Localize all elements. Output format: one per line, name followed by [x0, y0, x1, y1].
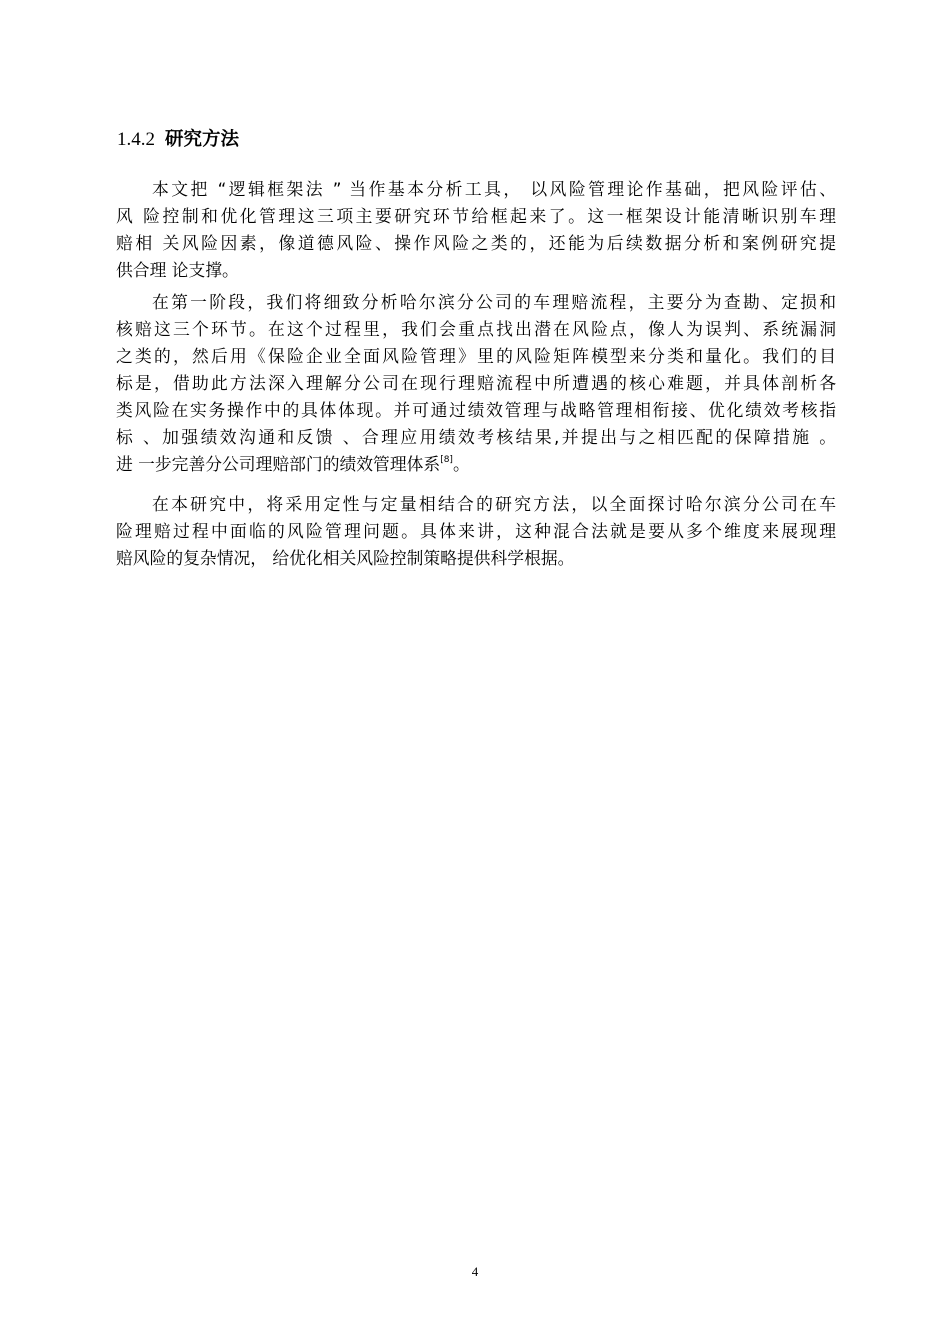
paragraph-first-stage	[116, 289, 836, 478]
paragraph-line: 之类的，然后用《保险企业全面风险管理》里的风险矩阵模型来分类和量化。我们的目	[116, 346, 836, 366]
sentence-ending: 。	[452, 454, 470, 474]
paragraph-line: 标是，借助此方法深入理解分公司在现行理赔流程中所遭遇的核心难题，并具体剖析各	[116, 373, 836, 393]
paragraph-line: 在第一阶段，我们将细致分析哈尔滨分公司的车理赔流程，主要分为查勘、定损和	[152, 292, 836, 312]
paragraph-line: 赔相 关风险因素，像道德风险、操作风险之类的，还能为后续数据分析和案例研究提	[116, 233, 836, 253]
paragraph-line: 险理赔过程中面临的风险管理问题。具体来讲，这种混合法就是要从多个维度来展现理	[116, 521, 836, 541]
paragraph-line: 赔风险的复杂情况， 给优化相关风险控制策略提供科学根据。	[116, 548, 575, 568]
section-number: 1.4.2	[117, 129, 155, 150]
paragraph-mixed-method	[116, 491, 836, 572]
paragraph-line: 供合理 论支撑。	[116, 260, 239, 280]
section-title: 研究方法	[165, 129, 240, 150]
paragraph-line: 标 、加强绩效沟通和反馈 、合理应用绩效考核结果,并提出与之相匹配的保障措施 。	[116, 427, 836, 447]
paragraph-line: 类风险在实务操作中的具体体现。并可通过绩效管理与战略管理相衔接、优化绩效考核指	[116, 400, 836, 420]
paragraph-line: 在本研究中，将采用定性与定量相结合的研究方法，以全面探讨哈尔滨分公司在车	[152, 494, 836, 514]
page-number: 4	[471, 1264, 479, 1279]
paragraph-line: 核赔这三个环节。在这个过程里，我们会重点找出潜在风险点，像人为误判、系统漏洞	[116, 319, 836, 339]
citation-reference: [8]	[440, 455, 453, 465]
section-heading	[117, 126, 239, 154]
paragraph-line: 本文把 “逻辑框架法 ” 当作基本分析工具， 以风险管理论作基础，把风险评估、	[152, 179, 836, 199]
paragraph-line: 风 险控制和优化管理这三项主要研究环节给框起来了。这一框架设计能清晰识别车理	[116, 206, 836, 226]
paragraph-line-text: 进 一步完善分公司理赔部门的绩效管理体系	[116, 454, 441, 474]
paragraph-line-last	[116, 451, 836, 478]
paragraph-logical-framework	[116, 176, 836, 284]
